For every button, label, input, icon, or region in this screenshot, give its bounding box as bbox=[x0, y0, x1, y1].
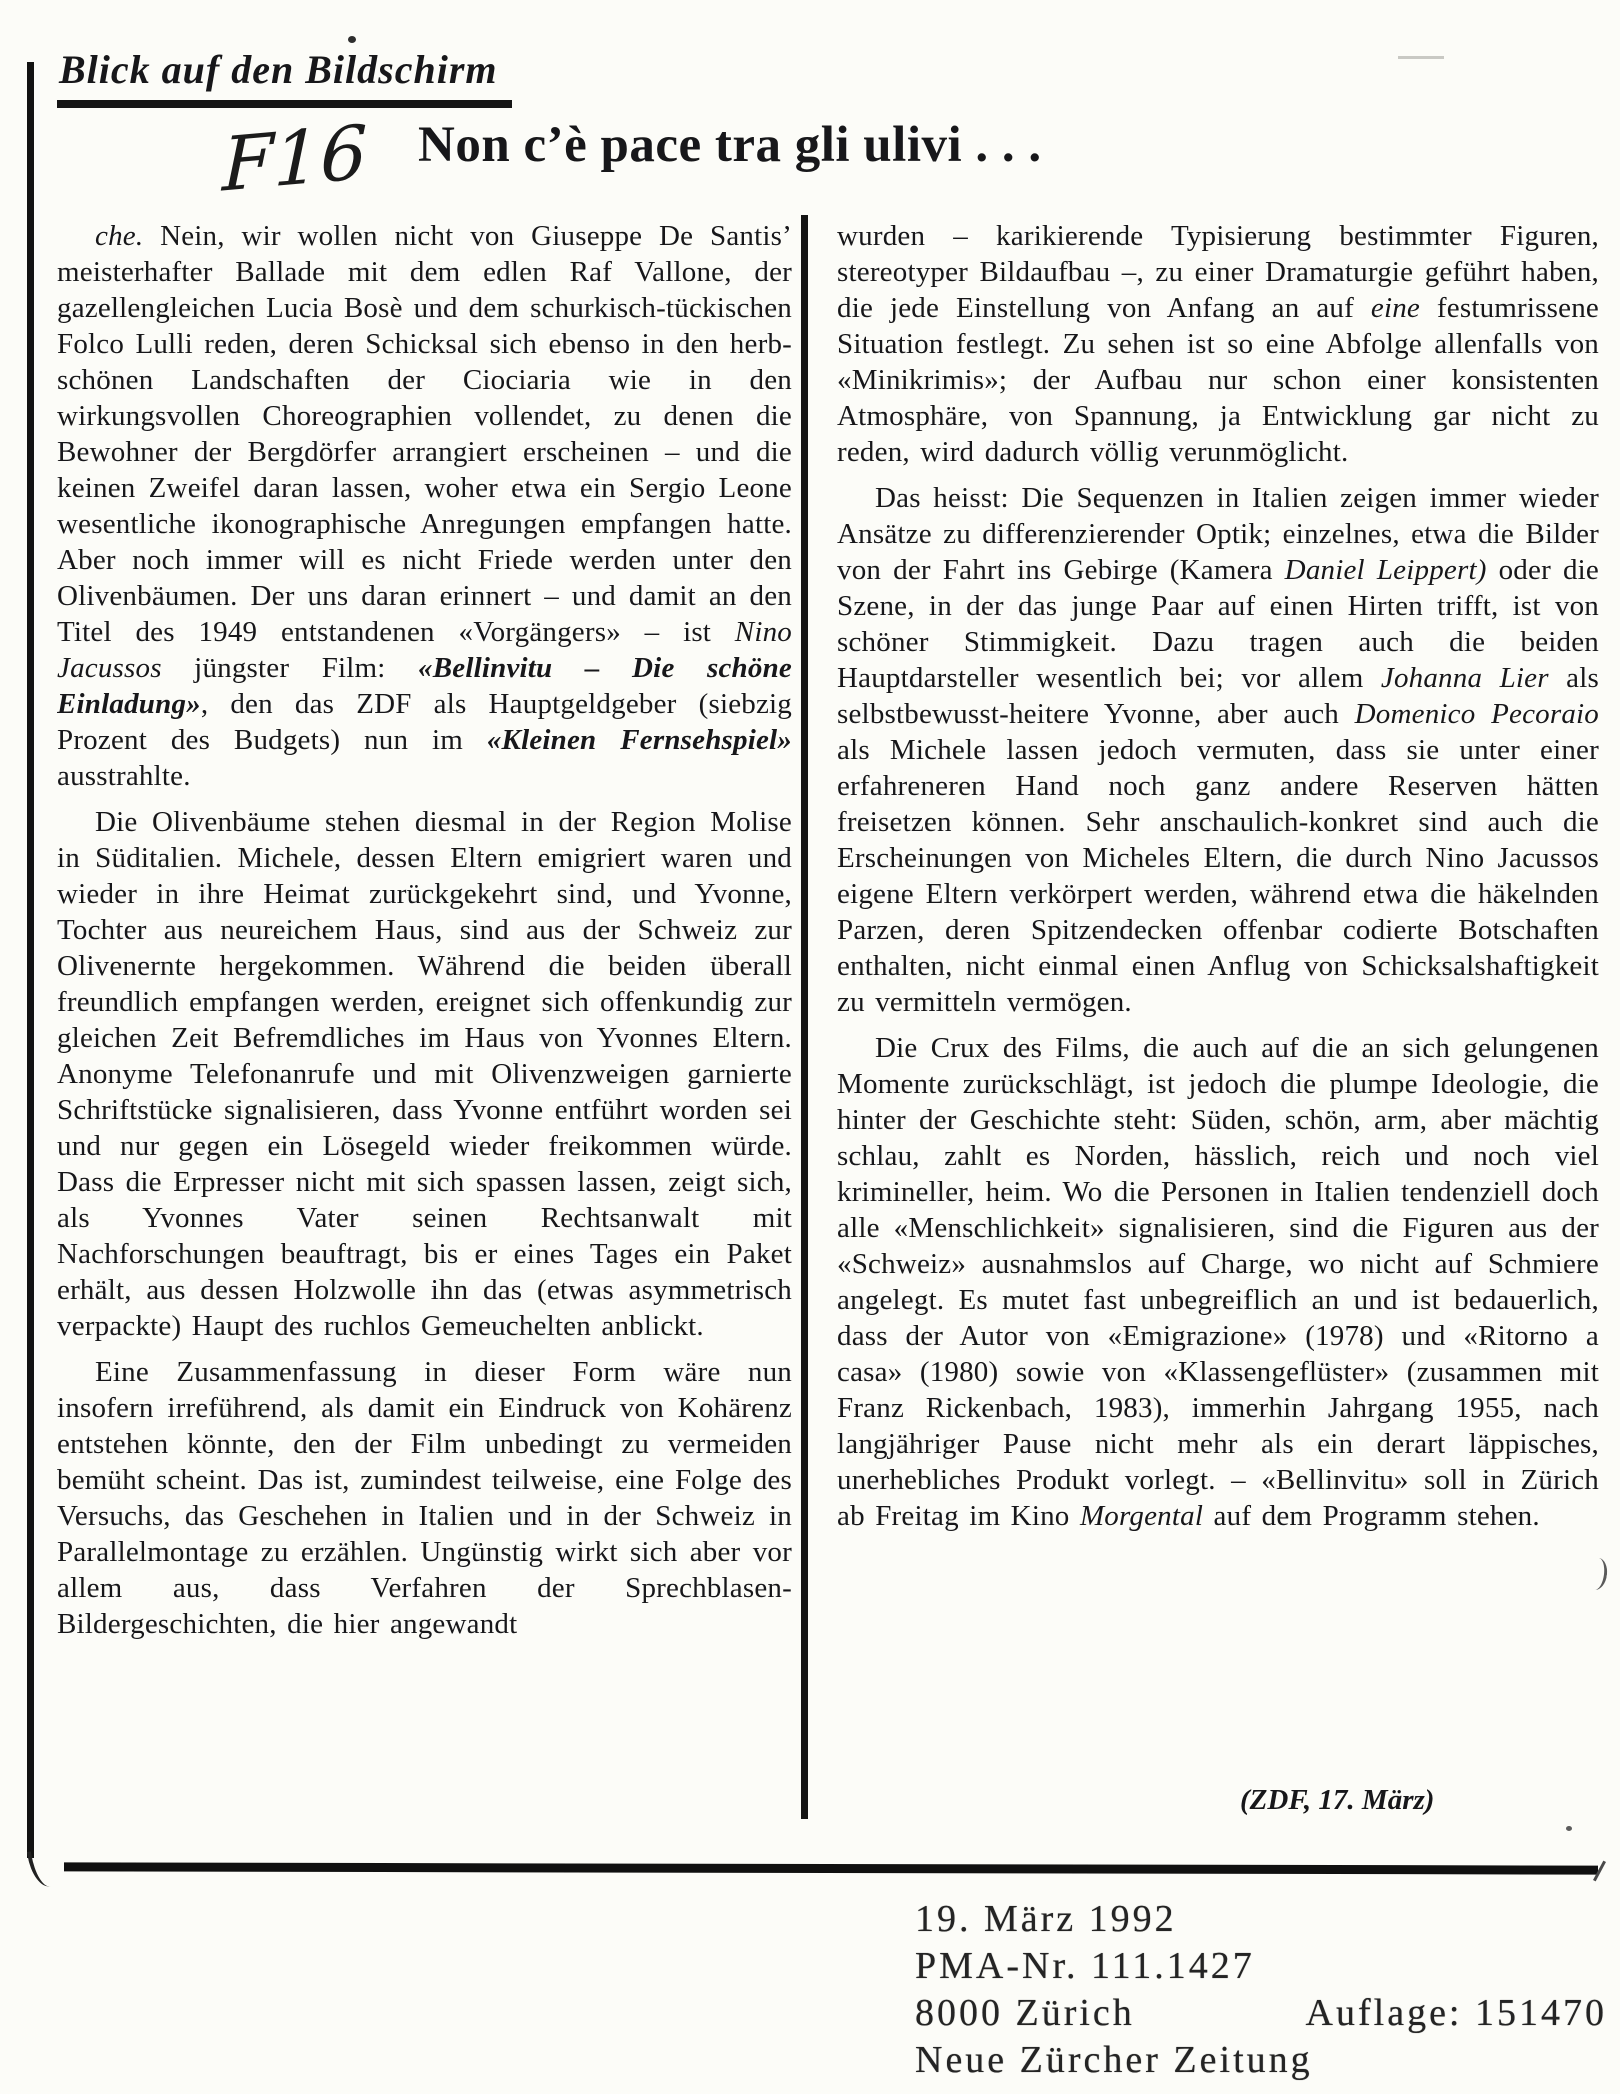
stamp-publication: Neue Zürcher Zeitung bbox=[915, 2039, 1313, 2081]
stamp-city: 8000 Zürich bbox=[915, 1992, 1135, 2034]
scan-margin-mark bbox=[1588, 1557, 1609, 1591]
article-column-right bbox=[837, 218, 1599, 1828]
article-column-left bbox=[57, 218, 792, 1828]
scan-speck-small bbox=[1566, 1826, 1572, 1831]
column-divider-rule bbox=[801, 215, 808, 1819]
stamp-date: 19. März 1992 bbox=[915, 1898, 1177, 1940]
stamp-pma-number: PMA-Nr. 111.1427 bbox=[915, 1945, 1255, 1987]
article-paragraph: Das heisst: Die Sequenzen in Italien zeigen immer wieder Ansätze zu differenzierender Optik; einzelnes, etwa die Bilder von der Fahrt ins Gebirge (Kamera Daniel Leippert) oder die Szene, in der das junge Paar auf einen Hirten trifft, ist von schöner Stimmigkeit. Dazu tragen auch die beiden Hauptdarsteller wesentlich bei; vor allem Johanna Lier als selbstbewusst-heitere Yvonne, aber auch Domenico Pecoraio als Michele lassen jedoch vermuten, dass sie unter einer erfahreneren Hand noch ganz andere Reserven hätten freisetzen können. Sehr anschaulich-konkret sind auch die Erscheinungen von Micheles Eltern, die durch Nino Jacussos eigene Eltern verkörpert werden, während etwa die häkelnden Parzen, deren Spitzendecken offenbar codierte Botschaften enthalten, nicht einmal einen Anflug von Schicksalshaftigkeit zu vermitteln vermögen. bbox=[837, 482, 1599, 1018]
article-source-credit: (ZDF, 17. März) bbox=[1240, 1784, 1435, 1816]
scan-faint-dash bbox=[1398, 56, 1444, 59]
article-body bbox=[57, 218, 1599, 1830]
article-paragraph: Die Olivenbäume stehen diesmal in der Region Molise in Süditalien. Michele, dessen Eltern emigriert waren und wieder in ihre Heimat zurückgekehrt sind, und Yvonne, Tochter aus neureichem Haus, sind aus der Schweiz zur Olivenernte hergekommen. Während die beiden überall freundlich empfangen werden, ereignet sich offenkundig zur gleichen Zeit Befremdliches im Haus von Yvonnes Eltern. Anonyme Telefonanrufe und mit Olivenzweigen garnierte Schriftstücke signalisieren, dass Yvonne entführt worden sei und nur gegen ein Lösegeld wieder freikommen würde. Dass die Erpresser nicht mit sich spassen lassen, zeigt sich, als Yvonnes Vater seinen Rechtsanwalt mit Nachforschungen beauftragt, bis er eines Tages ein Paket erhält, aus dessen Holzwolle ihn das (etwas asymmetrisch verpackte) Haupt des ruchlos Gemeuchelten anblickt. bbox=[57, 806, 792, 1342]
stamp-city-circulation-row bbox=[915, 1990, 1607, 2037]
article-paragraph: Die Crux des Films, die auch auf die an sich gelungenen Momente zurückschlägt, ist jedoch die plumpe Ideologie, die hinter der Geschichte steht: Süden, schön, arm, aber mächtig schlau, zahlt es Norden, hässlich, reich und noch viel krimineller, heim. Wo die Personen in Italien tendenziell doch alle «Menschlichkeit» signalisieren, sind die Figuren aus der «Schweiz» ausnahmslos auf Charge, wo nicht auf Schmiere angelegt. Es mutet fast unbegreiflich an und ist bedauerlich, dass der Autor von «Emigrazione» (1978) und «Ritorno a casa» (1980) sowie von «Klassengeflüster» (zusammen mit Franz Rickenbach, 1983), immerhin Jahrgang 1955, nach langjähriger Pause nicht mehr als ein derart läppisches, unerhebliches Produkt vorlegt. – «Bellinvitu» soll in Zürich ab Freitag im Kino Morgental auf dem Programm stehen. bbox=[837, 1032, 1599, 1532]
scan-corner-tick bbox=[27, 1849, 52, 1890]
article-bottom-border bbox=[64, 1862, 1598, 1874]
article-paragraph: Eine Zusammenfassung in dieser Form wäre nun insofern irreführend, als damit ein Eindruck von Kohärenz entstehen könnte, den der Film unbedingt zu vermeiden bemüht scheint. Das ist, zumindest teilweise, eine Folge des Versuchs, das Geschehen in Italien und in der Schweiz in Parallelmontage zu erzählen. Ungünstig wirkt sich aber vor allem aus, dass Verfahren der Sprechblasen-Bildergeschichten, die hier angewandt bbox=[57, 1356, 792, 1640]
scan-speck-dot bbox=[348, 36, 356, 43]
article-left-border bbox=[27, 62, 34, 1858]
stamp-circulation: Auflage: 151470 bbox=[1305, 1992, 1607, 2034]
article-paragraph: che. Nein, wir wollen nicht von Giuseppe De Santis’ meisterhafter Ballade mit dem edlen Raf Vallone, der gazellengleichen Lucia Bosè und dem schurkisch-tückischen Folco Lulli reden, deren Schicksal sich ebenso in den herb-schönen Landschaften der Ciociaria wie in den wirkungsvollen Choreographien vollendet, zu denen die Bewohner der Bergdörfer arrangiert erscheinen – und die keinen Zweifel daran lassen, woher etwa ein Sergio Leone wesentliche ikonographische Anregungen empfangen hatte. Aber noch immer will es nicht Friede werden unter den Olivenbäumen. Der uns daran erinnert – und damit an den Titel des 1949 entstandenen «Vorgängers» – ist Nino Jacussos jüngster Film: «Bellinvitu – Die schöne Einladung», den das ZDF als Hauptgeldgeber (siebzig Prozent des Budgets) nun im «Kleinen Fernsehspiel» ausstrahlte. bbox=[57, 220, 792, 792]
handwritten-mark: F16 bbox=[221, 109, 368, 209]
article-title: Non c’è pace tra gli ulivi . . . bbox=[418, 117, 1042, 173]
section-rubric: Blick auf den Bildschirm bbox=[57, 46, 512, 108]
article-paragraph: wurden – karikierende Typisierung bestimmter Figuren, stereotyper Bildaufbau –, zu einer Dramaturgie geführt haben, die jede Einstellung von Anfang an auf eine festumrissene Situation festlegt. Zu sehen ist so eine Abfolge allenfalls von «Minikrimis»; der Aufbau nur schon einer konsistenten Atmosphäre, von Spannung, ja Entwicklung gar nicht zu reden, wird dadurch völlig verunmöglicht. bbox=[837, 220, 1599, 468]
archive-stamp bbox=[915, 1896, 1607, 2084]
